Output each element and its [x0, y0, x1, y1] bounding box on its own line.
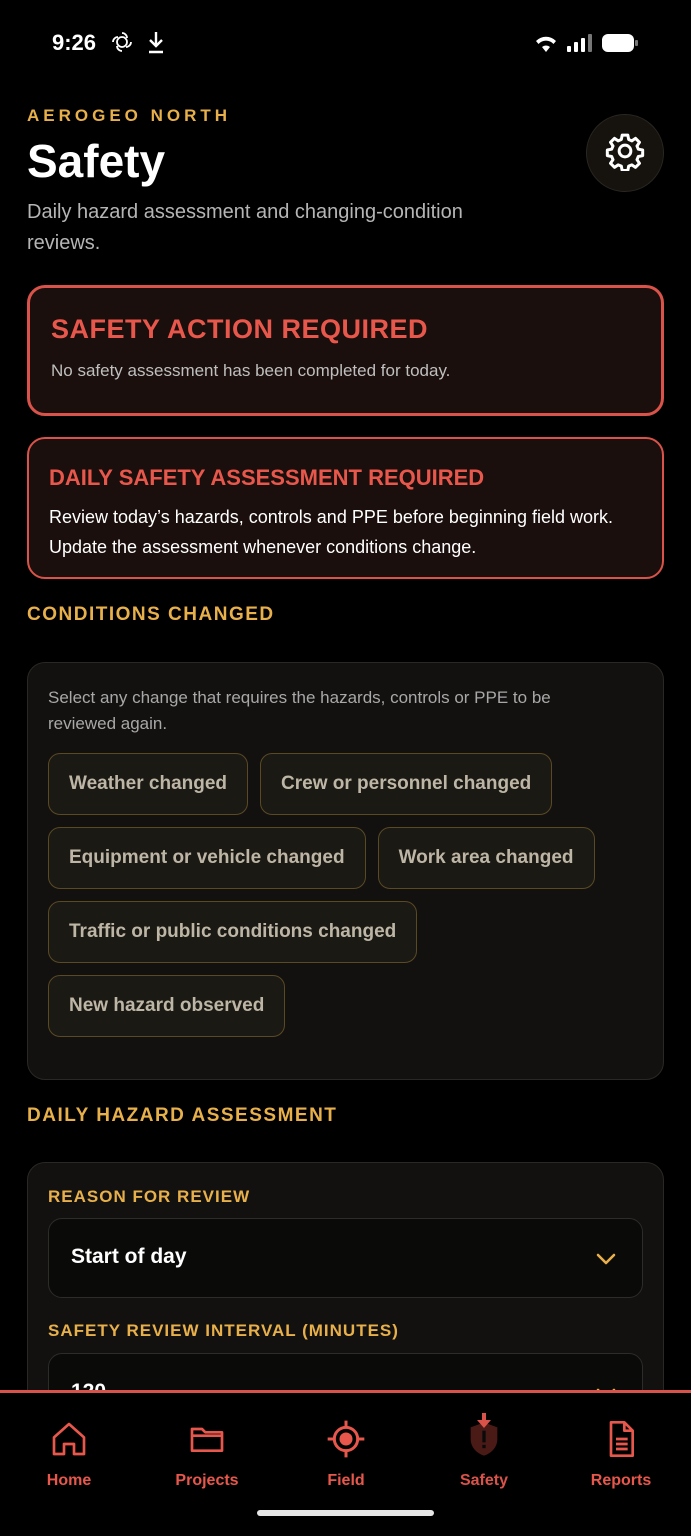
folder-icon — [187, 1419, 227, 1464]
chatgpt-icon — [110, 30, 134, 59]
chip-work-area-changed[interactable]: Work area changed — [378, 827, 595, 889]
gear-icon — [605, 131, 645, 176]
page-title: Safety — [27, 135, 166, 187]
settings-button[interactable] — [586, 114, 664, 192]
conditions-hint: Select any change that requires the hazards, controls or PPE to be reviewed again. — [48, 688, 551, 733]
nav-safety[interactable] — [429, 1419, 539, 1490]
wifi-icon — [533, 33, 559, 58]
reason-value: Start of day — [71, 1245, 187, 1268]
chevron-down-icon — [594, 1247, 618, 1276]
nav-label: Reports — [590, 1472, 652, 1489]
nav-projects[interactable] — [152, 1419, 262, 1490]
home-indicator[interactable] — [257, 1510, 434, 1516]
nav-label: Home — [46, 1472, 92, 1489]
home-icon — [49, 1419, 89, 1464]
alert-title: DAILY SAFETY ASSESSMENT REQUIRED — [49, 465, 485, 490]
chip-traffic-changed[interactable]: Traffic or public conditions changed — [48, 901, 417, 963]
download-icon — [146, 30, 166, 59]
status-time: 9:26 — [52, 30, 97, 55]
org-name: AEROGEO NORTH — [27, 106, 232, 125]
nav-label: Safety — [459, 1472, 509, 1489]
alert-text: No safety assessment has been completed for today. — [51, 361, 451, 380]
battery-icon — [601, 32, 639, 59]
interval-label: SAFETY REVIEW INTERVAL (MINUTES) — [48, 1321, 399, 1340]
conditions-panel — [27, 662, 664, 1080]
daily-assessment-alert — [27, 437, 664, 579]
chip-crew-changed[interactable]: Crew or personnel changed — [260, 753, 552, 815]
assessment-heading: DAILY HAZARD ASSESSMENT — [27, 1105, 338, 1126]
alert-title: SAFETY ACTION REQUIRED — [51, 314, 429, 344]
arrow-down-icon — [475, 1413, 493, 1434]
nav-label: Field — [327, 1472, 365, 1489]
nav-reports[interactable] — [566, 1419, 676, 1490]
signal-icon — [567, 33, 593, 58]
status-bar — [0, 0, 691, 90]
chip-equipment-changed[interactable]: Equipment or vehicle changed — [48, 827, 366, 889]
condition-chips — [48, 753, 648, 1037]
page-subtitle: Daily hazard assessment and changing-condition reviews. — [27, 201, 463, 254]
chip-new-hazard[interactable]: New hazard observed — [48, 975, 285, 1037]
reason-label: REASON FOR REVIEW — [48, 1187, 251, 1206]
nav-home[interactable] — [14, 1419, 124, 1490]
safety-action-alert — [27, 285, 664, 416]
assessment-panel — [27, 1162, 664, 1422]
conditions-heading: CONDITIONS CHANGED — [27, 604, 275, 625]
chip-weather-changed[interactable]: Weather changed — [48, 753, 248, 815]
reason-select[interactable] — [48, 1218, 643, 1298]
alert-text: Review today’s hazards, controls and PPE before beginning field work. Update the assessment whenever conditions change. — [49, 507, 613, 557]
nav-field[interactable] — [291, 1419, 401, 1490]
nav-label: Projects — [175, 1472, 239, 1489]
crosshair-icon — [326, 1419, 366, 1464]
document-icon — [601, 1419, 641, 1464]
